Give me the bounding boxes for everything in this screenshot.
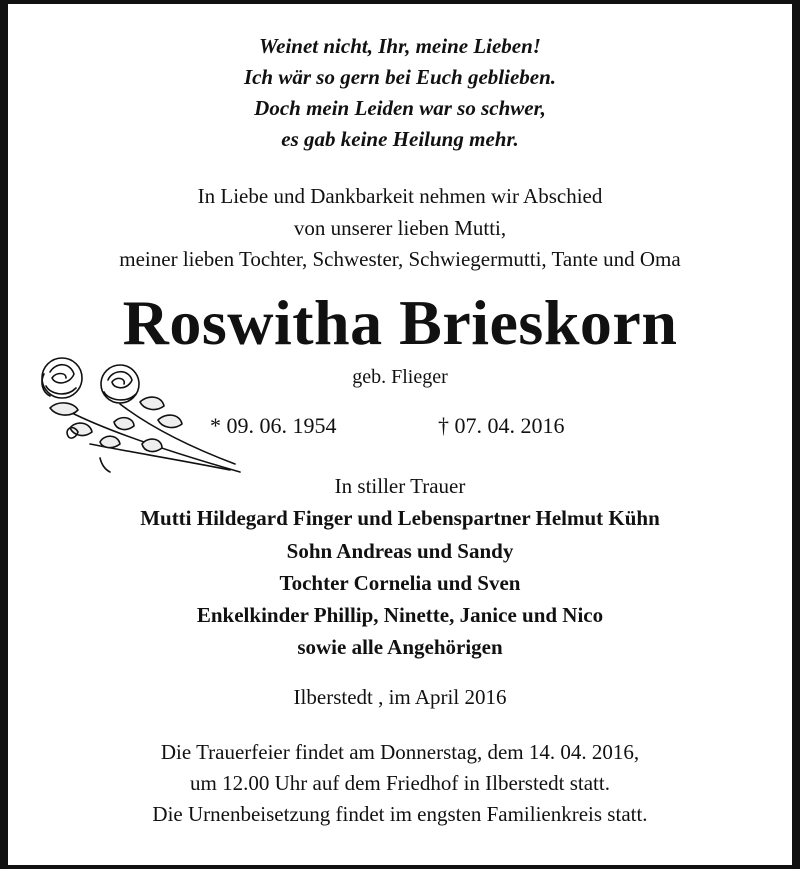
funeral-info-line-1: Die Trauerfeier findet am Donnerstag, dem 14. 04. 2016, <box>160 740 640 764</box>
mourner-line-4: Enkelkinder Phillip, Ninette, Janice und Nico <box>196 603 604 627</box>
poem-line-2: Ich wär so gern bei Euch geblieben. <box>243 65 557 89</box>
mourner-line-2: Sohn Andreas und Sandy <box>286 539 514 563</box>
mourners-heading: In stiller Trauer <box>334 474 466 498</box>
death-date: † 07. 04. 2016 <box>438 413 565 438</box>
funeral-info-line-3: Die Urnenbeisetzung findet im engsten Familienkreis statt. <box>152 802 648 826</box>
maiden-name: geb. Flieger <box>352 366 448 388</box>
place-date: Ilberstedt , im April 2016 <box>293 685 507 709</box>
funeral-info-line-2: um 12.00 Uhr auf dem Friedhof in Ilberstedt statt. <box>190 771 610 795</box>
birth-date: * 09. 06. 1954 <box>210 413 337 438</box>
poem-line-4: es gab keine Heilung mehr. <box>281 127 519 151</box>
intro-line-1: In Liebe und Dankbarkeit nehmen wir Abschied <box>197 184 603 208</box>
poem-line-1: Weinet nicht, Ihr, meine Lieben! <box>259 34 541 58</box>
intro-line-3: meiner lieben Tochter, Schwester, Schwiegermutti, Tante und Oma <box>119 247 681 271</box>
mourner-line-3: Tochter Cornelia und Sven <box>279 571 521 595</box>
poem-line-3: Doch mein Leiden war so schwer, <box>254 96 546 120</box>
mourner-line-5: sowie alle Angehörigen <box>297 635 503 659</box>
intro-line-2: von unserer lieben Mutti, <box>293 216 507 240</box>
deceased-name: Roswitha Brieskorn <box>122 287 678 358</box>
mourner-line-1: Mutti Hildegard Finger und Lebenspartner Helmut Kühn <box>140 506 660 530</box>
